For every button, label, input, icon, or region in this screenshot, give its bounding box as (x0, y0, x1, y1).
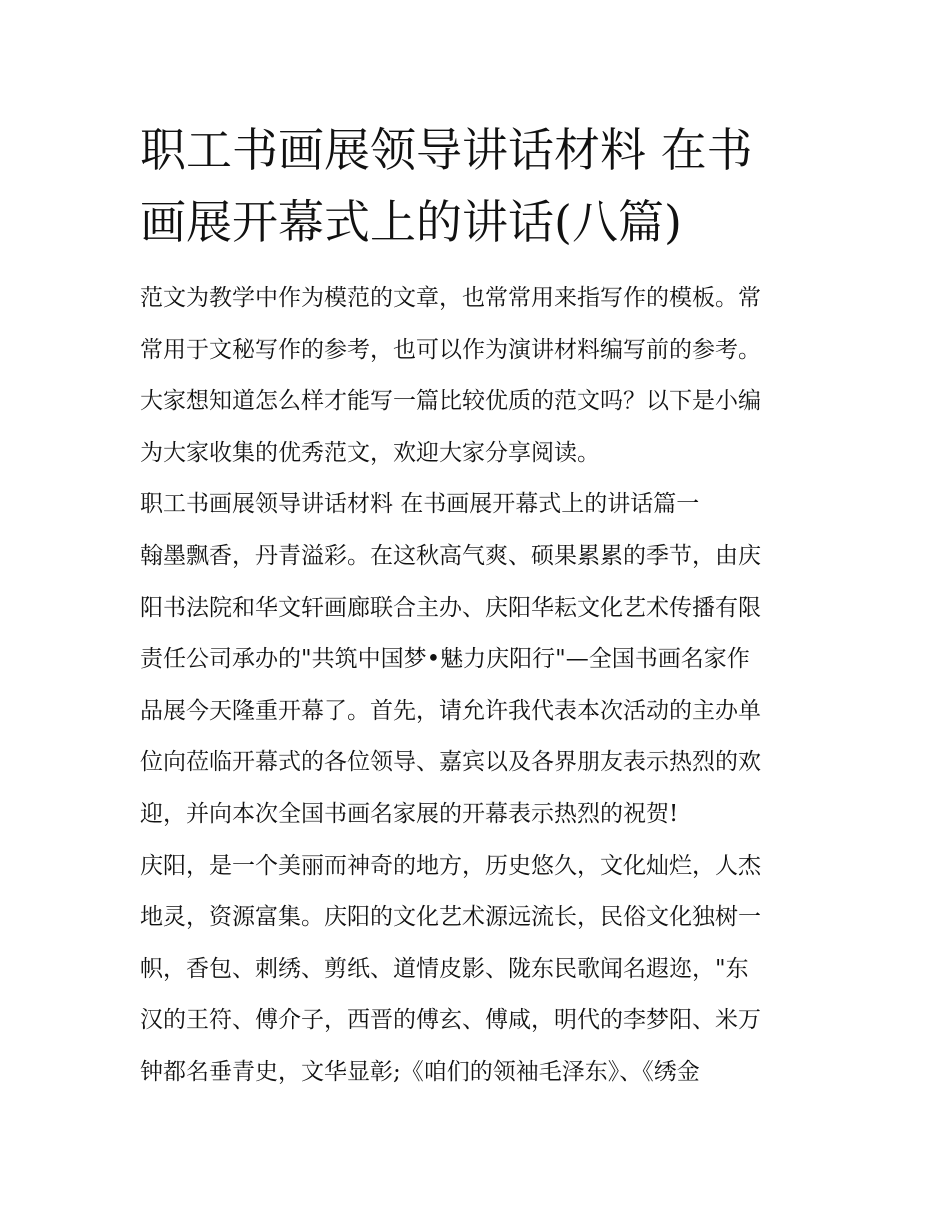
document-title (140, 114, 820, 258)
body-line: 为大家收集的优秀范文，欢迎大家分享阅读。 (140, 439, 600, 466)
body-line: 庆阳，是一个美丽而神奇的地方，历史悠久，文化灿烂，人杰 (140, 852, 761, 879)
title-line: 职工书画展领导讲话材料 在书 (140, 123, 753, 177)
body-line: 常用于文秘写作的参考，也可以作为演讲材料编写前的参考。 (140, 336, 761, 363)
section-heading: 职工书画展领导讲话材料 在书画展开幕式上的讲话篇一 (140, 491, 700, 518)
body-line: 责任公司承办的"共筑中国梦•魅力庆阳行"—全国书画名家作 (140, 646, 750, 673)
document-body (140, 273, 820, 1099)
body-line: 迎，并向本次全国书画名家展的开幕表示热烈的祝贺! (140, 800, 679, 827)
body-line: 汉的王符、傅介子，西晋的傅玄、傅咸，明代的李梦阳、米万 (140, 1007, 761, 1034)
body-line: 钟都名垂青史，文华显彰;《咱们的领袖毛泽东》、《绣金 (140, 1058, 700, 1085)
title-line: 画展开幕式上的讲话(八篇) (140, 195, 682, 249)
body-line: 位向莅临开幕式的各位领导、嘉宾以及各界朋友表示热烈的欢 (140, 749, 761, 776)
body-line: 大家想知道怎么样才能写一篇比较优质的范文吗？以下是小编 (140, 388, 761, 415)
body-line: 范文为教学中作为模范的文章，也常常用来指写作的模板。常 (140, 285, 761, 311)
body-line: 地灵，资源富集。庆阳的文化艺术源远流长，民俗文化独树一 (140, 904, 761, 931)
body-line: 帜，香包、刺绣、剪纸、道情皮影、陇东民歌闻名遐迩，"东 (140, 955, 749, 982)
body-line: 翰墨飘香，丹青溢彩。在这秋高气爽、硕果累累的季节，由庆 (140, 542, 761, 569)
body-line: 品展今天隆重开幕了。首先，请允许我代表本次活动的主办单 (140, 697, 761, 724)
body-line: 阳书法院和华文轩画廊联合主办、庆阳华耘文化艺术传播有限 (140, 594, 761, 621)
